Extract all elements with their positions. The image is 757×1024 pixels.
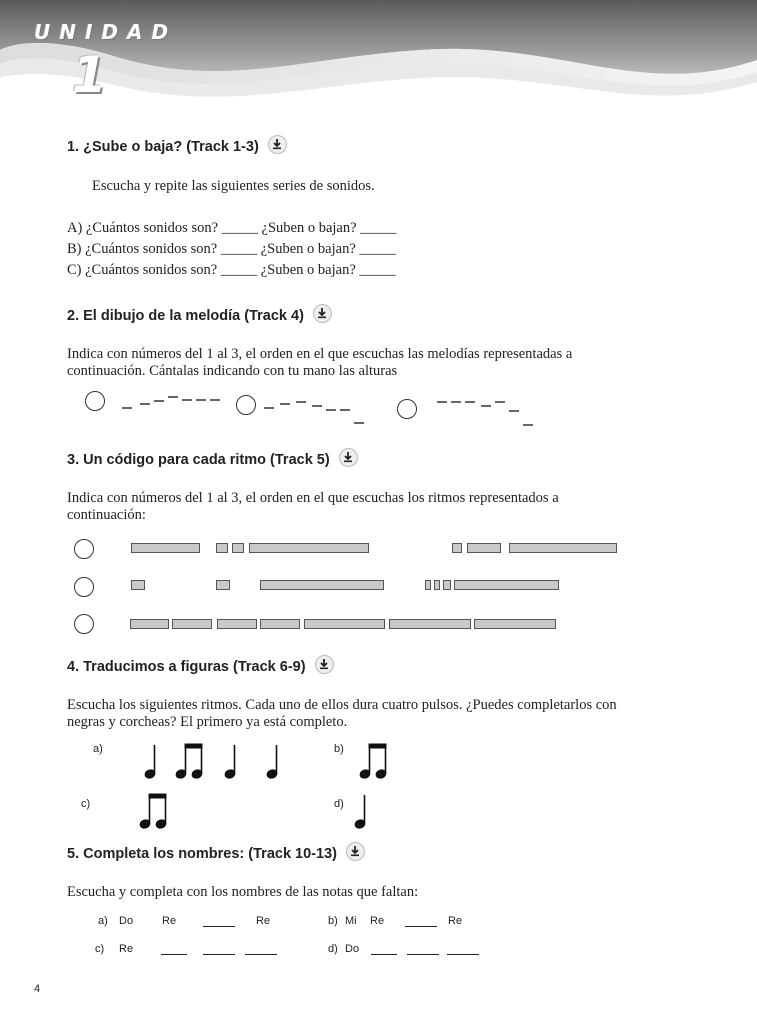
rhythm-bar <box>172 619 212 629</box>
rhythm-bar <box>434 580 440 590</box>
section-5-instruction: Escucha y completa con los nombres de las notas que faltan: <box>67 884 419 900</box>
rhythm-bar <box>454 580 559 590</box>
notes-b-label: b) <box>328 915 338 927</box>
rhythm-d-notation <box>350 792 380 832</box>
rhythm-bar <box>389 619 471 629</box>
question-b: B) ¿Cuántos sonidos son? _____ ¿Suben o bajan? _____ <box>67 241 396 257</box>
rhythm-3-answer-circle[interactable] <box>74 614 94 634</box>
note-name: Re <box>256 915 271 927</box>
melody-2-answer-circle[interactable] <box>236 395 256 415</box>
unit-number: 1 <box>72 46 107 104</box>
rhythm-b-notation <box>355 742 395 782</box>
section-4-instruction-2: negras y corcheas? El primero ya está completo. <box>67 714 348 730</box>
note-name: Re <box>119 943 134 955</box>
note-blank-input[interactable] <box>203 926 235 927</box>
rhythm-bar <box>216 543 228 553</box>
note-name: Do <box>345 943 360 955</box>
exercise-b-label: b) <box>334 743 344 755</box>
note-name: Mi <box>345 915 357 927</box>
unit-header-banner <box>0 0 757 110</box>
note-name: Re <box>162 915 177 927</box>
section-2-instruction-1: Indica con números del 1 al 3, el orden en el que escuchas las melodías representadas a <box>67 346 573 362</box>
download-icon[interactable] <box>268 135 287 154</box>
page-number: 4 <box>34 983 41 995</box>
section-2-instruction-2: continuación. Cántalas indicando con tu mano las alturas <box>67 363 398 379</box>
section-4-title: 4. Traducimos a figuras (Track 6-9) <box>67 655 334 675</box>
section-3-instruction-1: Indica con números del 1 al 3, el orden en el que escuchas los ritmos representados a <box>67 490 559 506</box>
download-icon[interactable] <box>339 448 358 467</box>
melody-1-answer-circle[interactable] <box>85 391 105 411</box>
rhythm-bar <box>474 619 556 629</box>
note-blank-input[interactable] <box>161 954 187 955</box>
note-blank-input[interactable] <box>407 954 439 955</box>
section-5-title: 5. Completa los nombres: (Track 10-13) <box>67 842 365 862</box>
note-name: Do <box>119 915 134 927</box>
rhythm-bar <box>131 543 200 553</box>
section-4-instruction-1: Escucha los siguientes ritmos. Cada uno de ellos dura cuatro pulsos. ¿Puedes completarlos con <box>67 697 617 713</box>
rhythm-bar <box>131 580 145 590</box>
rhythm-bar <box>260 619 300 629</box>
rhythm-bar <box>216 580 230 590</box>
rhythm-bar <box>260 580 384 590</box>
section-1-title: 1. ¿Sube o baja? (Track 1-3) <box>67 135 287 155</box>
note-blank-input[interactable] <box>371 954 397 955</box>
note-name: Re <box>370 915 385 927</box>
rhythm-bar <box>217 619 257 629</box>
exercise-c-label: c) <box>81 798 91 810</box>
section-2-title: 2. El dibujo de la melodía (Track 4) <box>67 304 332 324</box>
rhythm-bar <box>443 580 451 590</box>
rhythm-bar <box>425 580 431 590</box>
rhythm-bar <box>509 543 617 553</box>
section-1-instruction: Escucha y repite las siguientes series de sonidos. <box>92 178 375 194</box>
notes-a-label: a) <box>98 915 108 927</box>
notes-d-label: d) <box>328 943 338 955</box>
rhythm-bar <box>452 543 462 553</box>
exercise-a-label: a) <box>93 743 103 755</box>
note-blank-input[interactable] <box>203 954 235 955</box>
rhythm-bar <box>304 619 385 629</box>
rhythm-2-answer-circle[interactable] <box>74 577 94 597</box>
download-icon[interactable] <box>313 304 332 323</box>
notes-c-label: c) <box>95 943 105 955</box>
rhythm-c-notation <box>135 792 175 832</box>
melody-3-contour <box>435 394 545 430</box>
melody-2-contour <box>262 392 372 428</box>
download-icon[interactable] <box>315 655 334 674</box>
melody-3-answer-circle[interactable] <box>397 399 417 419</box>
rhythm-1-answer-circle[interactable] <box>74 539 94 559</box>
note-blank-input[interactable] <box>447 954 479 955</box>
download-icon[interactable] <box>346 842 365 861</box>
note-name: Re <box>448 915 463 927</box>
rhythm-bar <box>130 619 169 629</box>
unit-title: UNIDAD <box>34 20 178 44</box>
section-3-instruction-2: continuación: <box>67 507 146 523</box>
question-a: A) ¿Cuántos sonidos son? _____ ¿Suben o bajan? _____ <box>67 220 397 236</box>
note-blank-input[interactable] <box>245 954 277 955</box>
note-blank-input[interactable] <box>405 926 437 927</box>
rhythm-bar <box>232 543 244 553</box>
rhythm-a-notation <box>140 742 290 782</box>
rhythm-bar <box>249 543 369 553</box>
question-c: C) ¿Cuántos sonidos son? _____ ¿Suben o bajan? _____ <box>67 262 396 278</box>
melody-1-contour <box>120 390 230 420</box>
section-3-title: 3. Un código para cada ritmo (Track 5) <box>67 448 358 468</box>
rhythm-bar <box>467 543 501 553</box>
wave-banner <box>0 0 757 110</box>
exercise-d-label: d) <box>334 798 344 810</box>
